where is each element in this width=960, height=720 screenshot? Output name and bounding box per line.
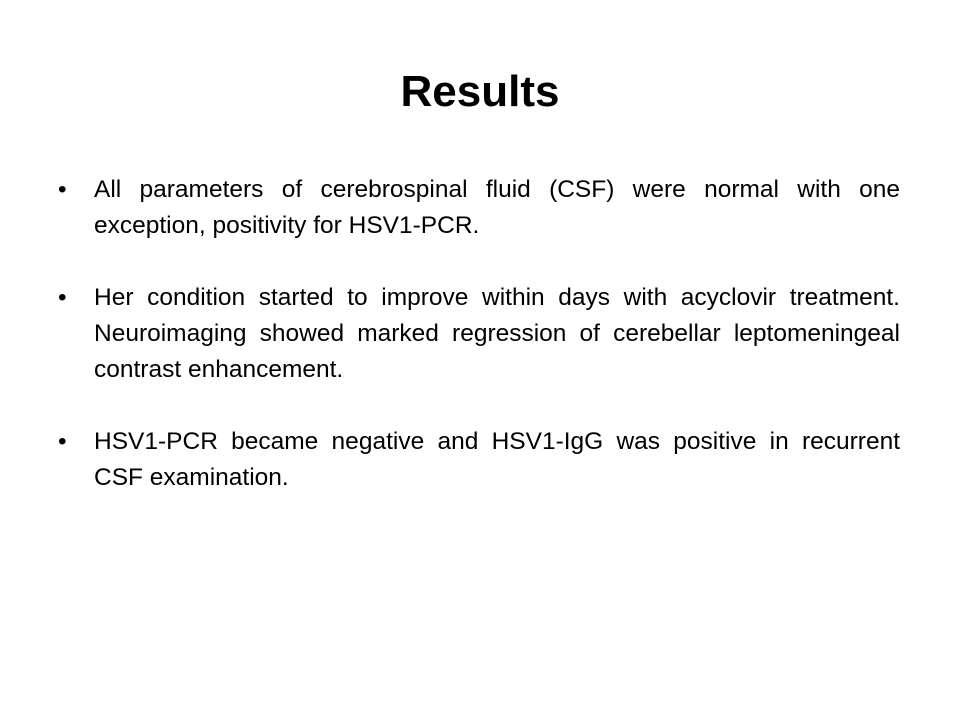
- bullet-item: [58, 280, 900, 388]
- bullet-point-icon: •: [58, 284, 67, 311]
- bullet-text: All parameters of cerebrospinal fluid (CSF) were normal with one exception, positivity for HSV1-PCR.: [94, 176, 900, 239]
- bullet-item: [58, 172, 900, 244]
- bullet-list: [58, 172, 900, 496]
- bullet-point-icon: •: [58, 176, 67, 203]
- bullet-point-icon: •: [58, 428, 67, 455]
- bullet-item: [58, 424, 900, 496]
- bullet-text: Her condition started to improve within days with acyclovir treatment. Neuroimaging showed marked regression of cerebellar leptomeningeal contrast enhancement.: [94, 284, 900, 383]
- bullet-text: HSV1-PCR became negative and HSV1-IgG was positive in recurrent CSF examination.: [94, 428, 900, 491]
- slide-title: Results: [400, 67, 560, 116]
